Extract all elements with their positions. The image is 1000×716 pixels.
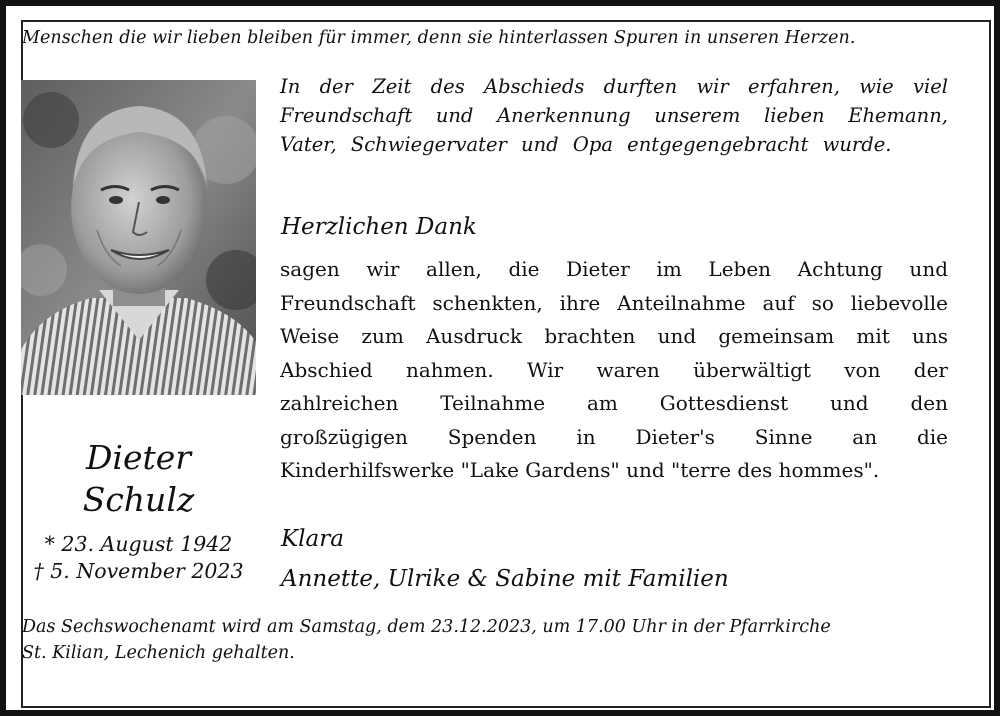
thanks-heading: Herzlichen Dank xyxy=(281,214,477,240)
intro-line: Vater, Schwiegervater und Opa entgegengebracht wurde. xyxy=(280,133,892,156)
body-line: großzügigen Spenden in Dieter's Sinne an die xyxy=(280,424,948,449)
body-line: Kinderhilfswerke "Lake Gardens" und "terre des hommes". xyxy=(280,458,880,482)
footer-line: St. Kilian, Lechenich gehalten. xyxy=(22,643,295,663)
footer-line: Das Sechswochenamt wird am Samstag, dem 23.12.2023, um 17.00 Uhr in der Pfarrkirche xyxy=(22,617,831,637)
body-line: Freundschaft schenkten, ihre Anteilnahme auf so liebevolle xyxy=(280,290,948,315)
death-date: † 5. November 2023 xyxy=(33,559,244,583)
motto-text: Menschen die wir lieben bleiben für immer, denn sie hinterlassen Spuren in unseren Herzen. xyxy=(22,28,856,48)
body-line: Weise zum Ausdruck brachten und gemeinsam mit uns xyxy=(280,324,948,348)
birth-date: * 23. August 1942 xyxy=(44,532,233,556)
signature-family: Annette, Ulrike & Sabine mit Familien xyxy=(281,566,729,592)
intro-line: Freundschaft und Anerkennung unserem lieben Ehemann, xyxy=(280,104,948,127)
deceased-first-name: Dieter xyxy=(85,438,192,477)
body-line: Abschied nahmen. Wir waren überwältigt von der xyxy=(280,357,948,382)
signature-primary: Klara xyxy=(281,526,344,552)
body-line: zahlreichen Teilnahme am Gottesdienst und den xyxy=(280,391,948,415)
intro-line: In der Zeit des Abschieds durften wir erfahren, wie viel xyxy=(280,75,948,98)
thanks-paragraph xyxy=(280,253,948,488)
intro-paragraph xyxy=(280,72,948,159)
body-line: sagen wir allen, die Dieter im Leben Achtung und xyxy=(280,257,948,281)
deceased-last-name: Schulz xyxy=(82,480,195,519)
service-announcement xyxy=(22,614,952,666)
portrait-photo xyxy=(21,80,256,395)
